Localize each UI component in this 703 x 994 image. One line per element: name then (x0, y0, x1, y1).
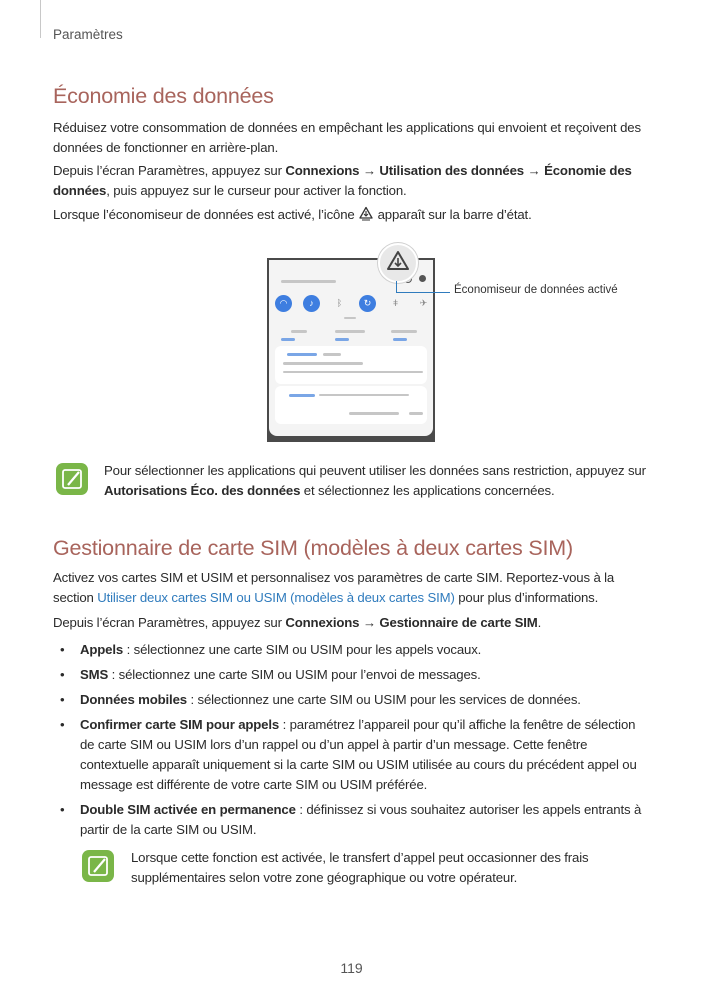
note-data-saver: Pour sélectionner les applications qui peuvent utiliser les données sans restriction, appuyez sur Autorisations Éco. des données et sélectionnez les applications concernées. (104, 463, 646, 498)
header-rule (40, 0, 41, 38)
flashlight-icon: ǂ (392, 298, 399, 308)
page-header: Paramètres (53, 27, 123, 42)
data-saver-icon (380, 245, 416, 281)
option-list (60, 640, 650, 845)
bluetooth-icon: ᛒ (336, 298, 343, 308)
callout-line-horizontal (396, 292, 450, 293)
paragraph-status-icon: Lorsque l’économiseur de données est activé, l’icône apparaît sur la barre d’état. (53, 207, 532, 222)
gear-icon (419, 275, 426, 282)
wifi-icon: ◠ (275, 295, 292, 312)
section-title-data-saver: Économie des données (53, 84, 274, 108)
list-item: • Confirmer carte SIM pour appels : paramétrez l’appareil pour qu’il affiche la fenêtre de sélection de carte SIM ou USIM lors d’un rappel ou d’un appel à partir d’un message. Cette fenêtre contextuelle apparaît uniquement si la carte SIM ou USIM utilisée au cours du précédent appel ou message est différente de votre carte SIM ou USIM préférée. (60, 717, 637, 792)
figure-callout: Économiseur de données activé (454, 284, 618, 296)
list-item: • Données mobiles : sélectionnez une carte SIM ou USIM pour les services de données. (60, 692, 581, 707)
paragraph-sim-intro: Activez vos cartes SIM et USIM et personnalisez vos paramètres de carte SIM. Reportez-vous à la section Utiliser deux cartes SIM ou USIM (modèles à deux cartes SIM) pour plus d’informations. (53, 570, 615, 605)
note-call-forwarding: Lorsque cette fonction est activée, le transfert d’appel peut occasionner des frais supplémentaires selon votre zone géographique ou votre opérateur. (131, 850, 589, 885)
link-dual-sim[interactable]: Utiliser deux cartes SIM ou USIM (modèles à deux cartes SIM) (97, 590, 455, 605)
data-saver-icon (358, 206, 374, 222)
airplane-icon: ✈ (419, 298, 428, 308)
sound-icon: ♪ (303, 295, 320, 312)
quick-panel-screenshot (267, 258, 435, 442)
list-item: • SMS : sélectionnez une carte SIM ou USIM pour l’envoi de messages. (60, 667, 481, 682)
rotate-icon: ↻ (359, 295, 376, 312)
paragraph-instructions: Depuis l’écran Paramètres, appuyez sur Connexions → Utilisation des données → Économie des données, puis appuyez sur le curseur pour activer la fonction. (53, 163, 632, 198)
paragraph-intro: Réduisez votre consommation de données en empêchant les applications qui envoient et reçoivent des données de fonctionner en arrière-plan. (53, 120, 641, 155)
data-saver-highlight (378, 243, 418, 283)
paragraph-sim-instructions: Depuis l’écran Paramètres, appuyez sur Connexions → Gestionnaire de carte SIM. (53, 615, 542, 630)
page-number: 119 (340, 960, 363, 976)
note-icon (56, 463, 88, 495)
note-icon (82, 850, 114, 882)
list-item: • Double SIM activée en permanence : définissez si vous souhaitez autoriser les appels entrants à partir de la carte SIM ou USIM. (60, 802, 642, 837)
list-item: • Appels : sélectionnez une carte SIM ou USIM pour les appels vocaux. (60, 642, 482, 657)
section-title-sim-manager: Gestionnaire de carte SIM (modèles à deux cartes SIM) (53, 536, 573, 560)
